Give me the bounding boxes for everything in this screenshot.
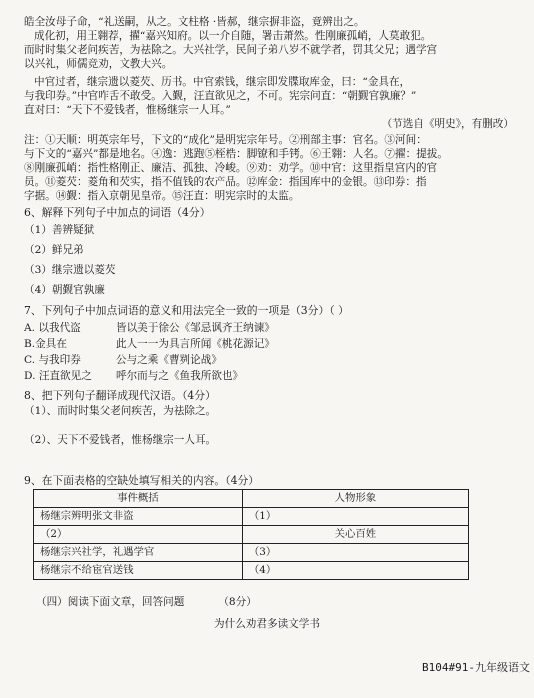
option-reference: 此人一一为具言所闻《桃花源记》	[116, 338, 275, 350]
table-cell: 杨继宗兴社学，礼遇学官	[34, 544, 243, 562]
question-6-title: 6、解释下列句子中加点的词语（4分）	[24, 206, 211, 219]
table-row	[34, 562, 469, 580]
table-row	[34, 544, 469, 562]
question-8-title: 8、把下列句子翻译成现代汉语。（4分）	[24, 389, 216, 402]
table-cell: 杨继宗辨明张文非盗	[34, 508, 243, 526]
question-7-option-a	[24, 322, 524, 335]
section-4-heading	[36, 596, 534, 609]
question-7-option-c	[24, 354, 524, 367]
note-line: 与下文的“嘉兴”都是地名。④逸：逃跑⑤桎梏：脚镣和手铐。⑥王翱：人名。⑦擢：提拔。	[24, 148, 448, 160]
table-header: 人物形象	[242, 490, 468, 508]
section-4-score: （8分）	[218, 596, 257, 608]
table-cell: 关心百姓	[242, 526, 468, 544]
note-line: ⑧刚廉孤峭：指性格刚正、廉洁、孤独、冷峻。⑨劝：劝学。⑩中官：这里指皇宫内的官	[24, 162, 438, 174]
table-cell: （2）	[34, 526, 243, 544]
table-cell: （4）	[242, 562, 468, 580]
source-citation: （节选自《明史》，有删改）	[381, 118, 514, 130]
question-6-item: （2）鲜兄弟	[24, 244, 84, 256]
passage-line: 成化初，用王翱荐，擢“嘉兴知府。以一介自随，署击萧然。性刚廉孤峭，人莫敢犯。	[34, 30, 432, 42]
question-9-table	[33, 489, 469, 580]
note-line: 字据。⑭觐：指入京朝见皇帝。⑮汪直：明宪宗时的太监。	[24, 190, 300, 202]
question-6-item: （4）朝觐官孰廉	[24, 284, 105, 296]
question-6-item: （1）善辨疑狱	[24, 224, 95, 236]
note-line: 注：①天顺：明英宗年号，下文的“成化”是明宪宗年号。②刑部主事：官名。③河间：	[24, 134, 427, 146]
passage-line: 以兴礼，师儒竞劝，文教大兴。	[24, 58, 173, 70]
option-reference: 呼尔而与之《鱼我所欲也》	[116, 370, 244, 382]
passage-line: 与我印券。”中官咋舌不敢受。入觐，汪直欲见之，不可。宪宗问直：“朝觐官孰廉？”	[24, 90, 417, 102]
question-8-item: （2）、天下不爱钱者，惟杨继宗一人耳。	[24, 434, 217, 446]
passage-line: 中官过者，继宗遗以菱芡、历书。中官索钱，继宗即发牒取库金，曰：“金具在，	[34, 76, 411, 88]
table-header-row	[34, 490, 469, 508]
section-4-title: （四）阅读下面文章，回答问题	[36, 596, 185, 608]
question-7-option-d	[24, 370, 524, 383]
question-7-title: 7、下列句子中加点词语的意义和用法完全一致的一项是（3分）（ ）	[24, 304, 349, 317]
table-row	[34, 508, 469, 526]
question-7-option-b	[24, 338, 524, 351]
passage-line: 直对曰：“天下不爱钱者，惟杨继宗一人耳。”	[24, 104, 231, 116]
table-cell: 杨继宗不给宦官送钱	[34, 562, 243, 580]
option-label: A. 以我代盗	[24, 322, 81, 334]
table-cell: （3）	[242, 544, 468, 562]
question-9-title: 9、在下面表格的空缺处填写相关的内容。（4分）	[24, 474, 260, 487]
table-cell: （1）	[242, 508, 468, 526]
page-footer: B104#91-九年级语文	[422, 661, 530, 674]
option-reference: 皆以美于徐公《邹忌讽齐王纳谏》	[116, 322, 275, 334]
question-8-item: （1）、而时时集父老问疾苦，为祛除之。	[24, 405, 217, 417]
option-label: C. 与我印券	[24, 354, 81, 366]
article-title: 为什么劝君多读文学书	[214, 618, 320, 630]
option-label: D. 汪直欲见之	[24, 370, 92, 382]
table-row	[34, 526, 469, 544]
option-label: B.金具在	[24, 338, 67, 350]
passage-line: 皓全汝母子命，“礼送嗣，从之。文柱格 ·皆郝，继宗摒非盗，竟辨出之。	[24, 16, 365, 28]
table-header: 事件概括	[34, 490, 243, 508]
passage-line: 而时时集父老问疾苦，为祛除之。大兴社学，民间子弟八岁不就学者，罚其父兄；遇学宫	[24, 44, 438, 56]
question-6-item: （3）继宗遗以菱芡	[24, 264, 116, 276]
option-reference: 公与之乘《曹刿论战》	[116, 354, 222, 366]
note-line: 员。⑪菱芡：菱角和芡实，指不值钱的农产品。⑫库金：指国库中的金银。⑬印券：指	[24, 176, 427, 188]
